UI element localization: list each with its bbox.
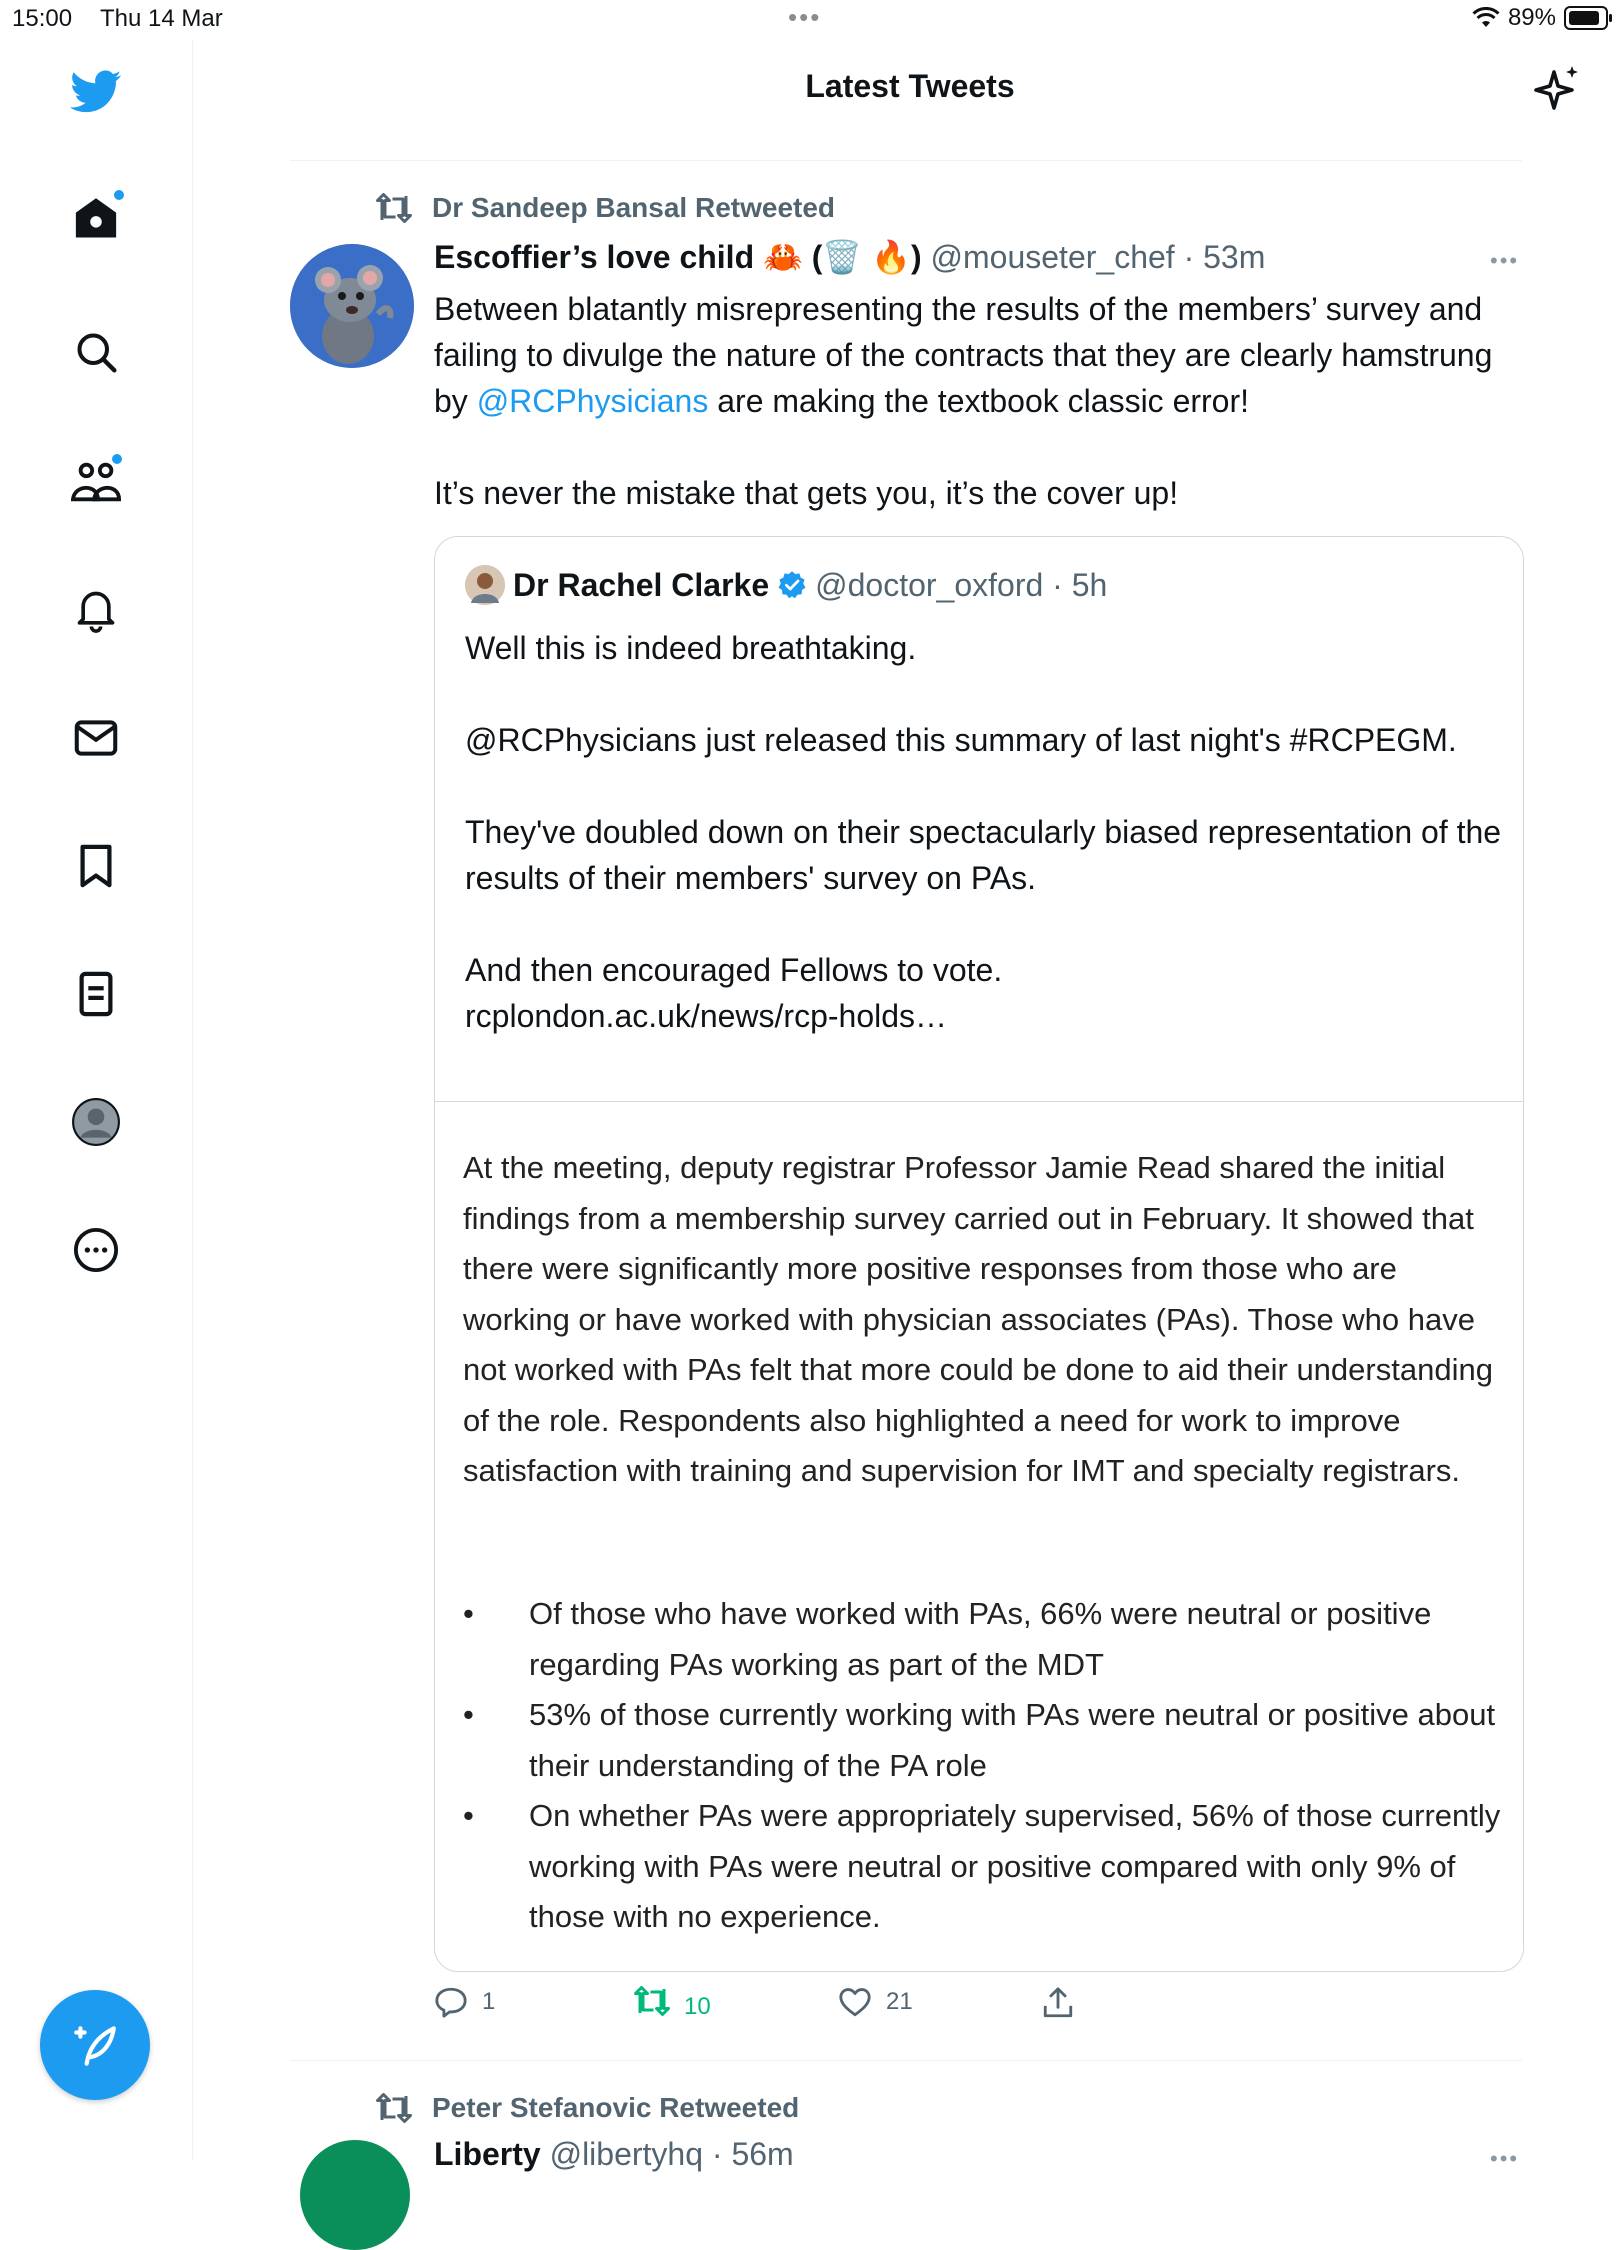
reply-icon xyxy=(434,1986,468,2018)
bullet-item: • 53% of those currently working with PAs were neutral or positive about their understanding of the PA role xyxy=(463,1690,1503,1791)
compose-tweet-button[interactable] xyxy=(40,1990,150,2100)
tweet-actions xyxy=(434,1986,1134,2026)
author-name[interactable]: Escoffier’s love child 🦀 (🗑️ 🔥) xyxy=(434,239,922,275)
bullet-item: • Of those who have worked with PAs, 66% were neutral or positive regarding PAs working as part of the MDT xyxy=(463,1589,1503,1690)
twitter-logo-icon[interactable] xyxy=(70,66,122,118)
tweet-more-icon[interactable]: ••• xyxy=(1490,2146,1520,2171)
quoted-tweet-header xyxy=(465,565,1107,605)
author-handle-time[interactable]: @libertyhq · 56m xyxy=(549,2136,794,2172)
communities-notification-dot xyxy=(112,454,122,464)
home-notification-dot xyxy=(114,190,124,200)
reply-button[interactable] xyxy=(434,1986,495,2018)
retweeted-by-label: Dr Sandeep Bansal Retweeted xyxy=(432,192,836,223)
bullet-item: • On whether PAs were appropriately supervised, 56% of those currently working with PAs were neutral or positive compared with only 9% of those with no experience. xyxy=(463,1791,1503,1943)
sparkle-icon[interactable] xyxy=(1534,64,1582,112)
author-avatar[interactable] xyxy=(290,244,414,368)
retweet-count: 10 xyxy=(684,1993,711,2020)
retweet-icon xyxy=(634,1986,670,2016)
tweet-text-part-1: Between blatantly misrepresenting the results of the members’ survey and failing to divulge the nature of the contracts that they are clearly hamstrung by xyxy=(434,291,1502,419)
like-button[interactable] xyxy=(838,1986,913,2018)
quoted-author-avatar xyxy=(465,565,505,605)
retweeted-by-label: Peter Stefanovic Retweeted xyxy=(432,2092,800,2123)
battery-percent: 89% xyxy=(1507,4,1556,31)
quoted-image-paragraph: At the meeting, deputy registrar Professor Jamie Read shared the initial findings from a membership survey carried out in February. It showed that there were significantly more positive responses from those who are working or have worked with physician associates (PAs). Those who have not worked with PAs felt that more could be done to aid their understanding of the role. Respondents also highlighted a need for work to improve satisfaction with training and supervision for IMT and specialty registrars. xyxy=(463,1150,1493,1488)
quoted-tweet-card[interactable] xyxy=(434,536,1524,1972)
search-icon[interactable] xyxy=(70,326,122,378)
tweet-text xyxy=(434,286,1514,516)
retweet-context[interactable] xyxy=(376,2092,799,2124)
tweet-author-row[interactable] xyxy=(434,2136,794,2173)
retweet-icon xyxy=(376,193,412,223)
quoted-media-divider xyxy=(435,1101,1523,1102)
bookmarks-icon[interactable] xyxy=(70,840,122,892)
battery-icon xyxy=(1564,6,1608,30)
notifications-bell-icon[interactable] xyxy=(70,584,122,636)
status-time: 15:00 xyxy=(12,5,73,32)
heart-icon xyxy=(838,1986,872,2018)
retweet-context[interactable] xyxy=(376,192,835,224)
tweet-more-icon[interactable]: ••• xyxy=(1490,248,1520,273)
home-icon[interactable] xyxy=(70,192,122,244)
status-date: Thu 14 Mar xyxy=(100,5,223,32)
reply-count: 1 xyxy=(482,1988,496,2015)
sidebar-nav xyxy=(0,40,193,2160)
tweet-author-row[interactable] xyxy=(434,238,1265,276)
wifi-icon xyxy=(1472,7,1500,29)
messages-icon[interactable] xyxy=(70,712,122,764)
author-name[interactable]: Liberty xyxy=(434,2136,541,2172)
author-handle-time[interactable]: @mouseter_chef · 53m xyxy=(930,239,1266,275)
share-icon xyxy=(1042,1986,1074,2020)
multitasking-dots[interactable]: ••• xyxy=(788,2,822,32)
quoted-image-bullets xyxy=(463,1589,1503,1943)
quoted-author-handle-time: @doctor_oxford · 5h xyxy=(815,566,1108,603)
lists-icon[interactable] xyxy=(70,968,122,1020)
tweet-divider xyxy=(290,2060,1522,2061)
tweet-text-part-2: are making the textbook classic error! It’s never the mistake that gets you, it’s the cover up! xyxy=(434,383,1250,511)
quoted-tweet-text: Well this is indeed breathtaking. @RCPhysicians just released this summary of last night's #RCPEGM. They've doubled down on their spectacularly biased representation of the results of their members' survey on PAs. And then encouraged Fellows to vote. rcplondon.ac.uk/news/rcp-holds… xyxy=(465,630,1502,1034)
share-button[interactable] xyxy=(1042,1986,1074,2020)
status-bar xyxy=(0,0,1620,40)
rat-avatar-icon xyxy=(290,244,414,368)
retweet-icon xyxy=(376,2093,412,2123)
page-title: Latest Tweets xyxy=(805,68,1015,104)
compose-feather-icon xyxy=(70,2020,120,2070)
profile-avatar-icon[interactable] xyxy=(70,1096,122,1148)
more-options-icon[interactable] xyxy=(70,1224,122,1276)
status-indicators xyxy=(1472,4,1608,32)
quoted-author-name: Dr Rachel Clarke xyxy=(513,566,770,603)
author-avatar[interactable] xyxy=(300,2140,410,2250)
retweet-button[interactable] xyxy=(634,1986,711,2020)
header-divider xyxy=(290,160,1522,161)
mention-link[interactable]: @RCPhysicians xyxy=(476,383,709,419)
like-count: 21 xyxy=(886,1988,913,2015)
verified-badge-icon xyxy=(777,570,807,600)
communities-icon[interactable] xyxy=(70,456,122,508)
